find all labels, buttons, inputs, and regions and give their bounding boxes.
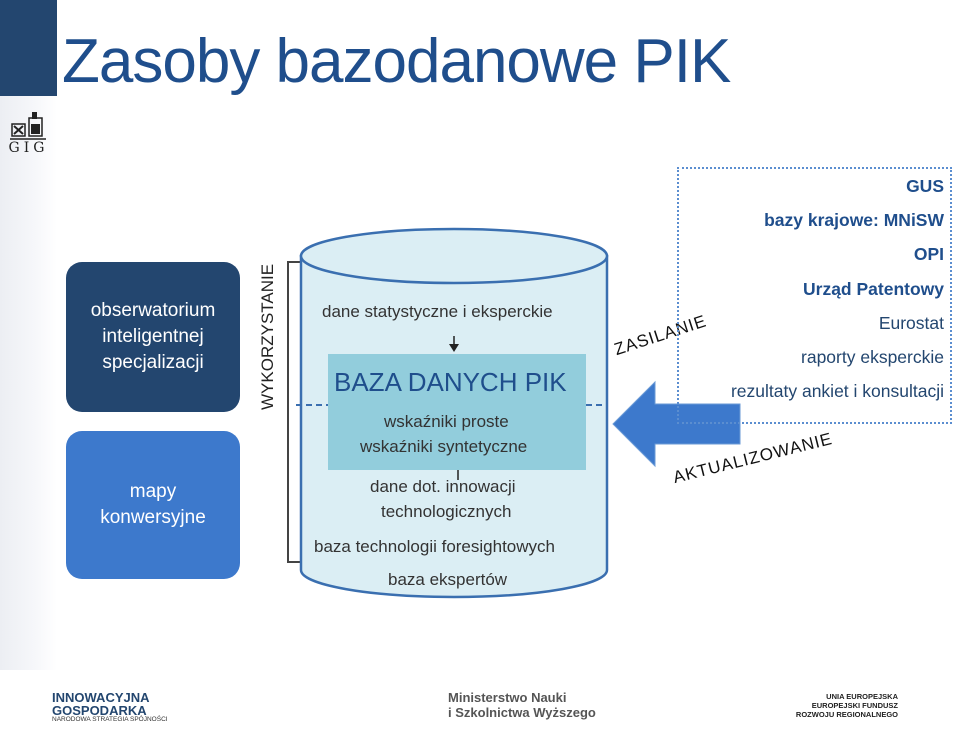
innovation-data-text: dane dot. innowacji — [370, 477, 516, 496]
database-title: BAZA DANYCH PIK — [334, 367, 567, 397]
update-label: AKTUALIZOWANIE — [671, 429, 835, 488]
source-item: bazy krajowe: MNiSW — [764, 210, 944, 230]
conversion-maps-label: mapy konwersyjne — [100, 481, 206, 528]
ig-logo-line3: NARODOWA STRATEGIA SPÓJNOŚCI — [52, 716, 168, 723]
eu-line2: EUROPEJSKI FUNDUSZ — [811, 701, 898, 710]
innovation-data-text-2: technologicznych — [381, 502, 512, 521]
ig-logo-line1: INNOWACYJNA — [52, 690, 150, 705]
cylinder-top — [301, 229, 607, 283]
source-item: rezultaty ankiet i konsultacji — [730, 381, 944, 401]
eu-line1: UNIA EUROPEJSKA — [826, 692, 898, 701]
stat-data-text: dane statystyczne i eksperckie — [322, 302, 553, 321]
eu-line3: ROZWOJU REGIONALNEGO — [795, 710, 898, 719]
ministry-line2: i Szkolnictwa Wyższego — [448, 705, 596, 720]
foresight-db-text: baza technologii foresightowych — [314, 537, 555, 556]
source-item: OPI — [913, 244, 944, 264]
source-item: Eurostat — [878, 313, 944, 333]
gig-logo-text: GIG — [8, 140, 49, 156]
experts-db-text: baza ekspertów — [388, 570, 508, 589]
page-title: Zasoby bazodanowe PIK — [62, 27, 731, 96]
source-item: raporty eksperckie — [801, 347, 944, 367]
ministry-line1: Ministerstwo Nauki — [448, 690, 567, 705]
ig-logo-line2: GOSPODARKA — [52, 703, 147, 718]
usage-vertical-label: WYKORZYSTANIE — [258, 263, 277, 410]
feed-label: ZASILANIE — [611, 311, 709, 360]
synthetic-indicators-text: wskaźniki syntetyczne — [360, 437, 528, 456]
simple-indicators-text: wskaźniki proste — [384, 412, 509, 431]
source-item: Urząd Patentowy — [803, 279, 944, 299]
source-item: GUS — [906, 176, 944, 196]
observatory-label: obserwatorium inteligentnej specjalizacji — [90, 300, 216, 373]
